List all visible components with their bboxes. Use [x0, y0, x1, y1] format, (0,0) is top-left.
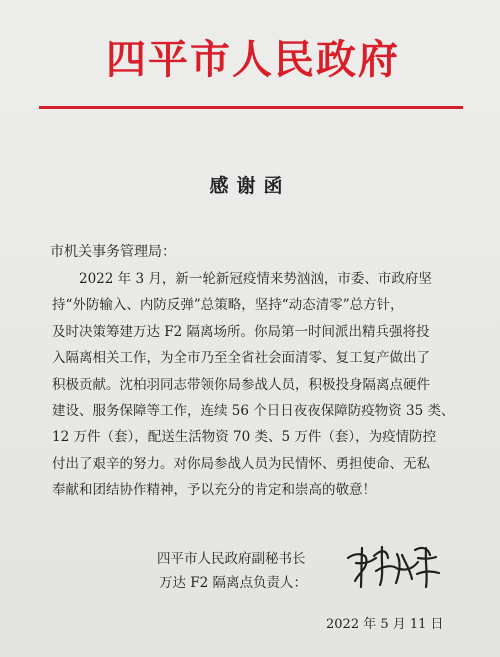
body-line-1: 2022 年 3 月，新一轮新冠疫情来势汹汹，市委、市政府坚	[79, 271, 432, 287]
body-line-4: 入隔离相关工作，为全市乃至全省社会面清零、复工复产做出了	[52, 350, 430, 367]
body-line-3: 及时决策筹建万达 F2 隔离场所。你局第一时间派出精兵强将投	[52, 323, 430, 340]
body-line-7: 12 万件（套），配送生活物资 70 类、5 万件（套），为疫情防控	[52, 429, 437, 446]
letter-body	[52, 266, 462, 504]
letter-salutation: 市机关事务管理局：	[50, 244, 176, 260]
letter-date: 2022 年 5 月 11 日	[326, 617, 444, 632]
body-line-2: 持“外防输入、内防反弹”总策略，坚持“动态清零”总方针，	[52, 297, 404, 314]
signatory-role: 万达 F2 隔离点负责人：	[159, 575, 308, 591]
red-header-rule	[39, 106, 463, 109]
body-line-6: 建设、服务保障等工作，连续 56 个日日夜夜保障防疫物资 35 类、	[52, 402, 455, 419]
body-line-5: 积极贡献。沈柏羽同志带领你局参战人员，积极投身隔离点硬件	[52, 376, 430, 393]
letter-title: 感谢函	[209, 175, 291, 197]
government-header: 四平市人民政府	[106, 36, 400, 83]
body-line-8: 付出了艰辛的努力。对你局参战人员为民情怀、勇担使命、无私	[52, 455, 430, 472]
signatory-title: 四平市人民政府副秘书长	[157, 551, 306, 567]
body-line-9: 奉献和团结协作精神，予以充分的肯定和崇高的敬意！	[52, 482, 376, 499]
handwritten-signature	[342, 540, 442, 592]
